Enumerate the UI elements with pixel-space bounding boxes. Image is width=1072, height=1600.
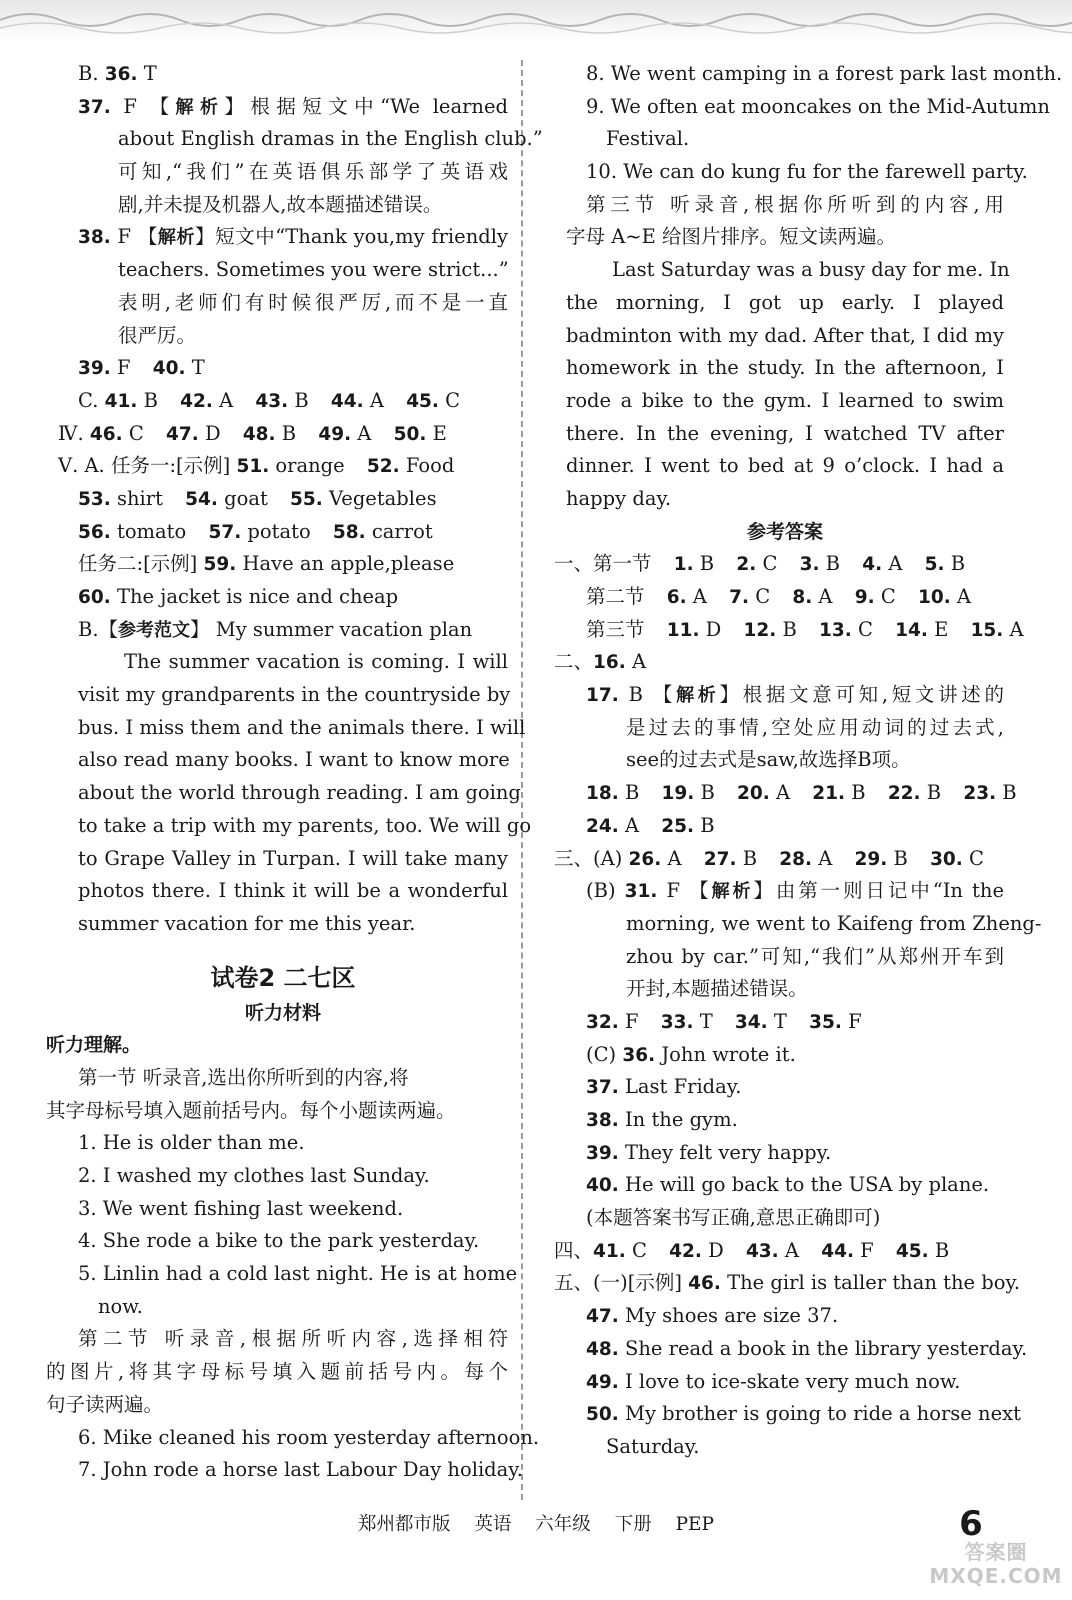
watermark-logo (928, 1540, 1064, 1592)
left-column (46, 58, 543, 1487)
answer-line: 三、(A) 26. A 27. B 28. A 29. B 30. C (554, 846, 984, 870)
passage-line: homework in the study. In the afternoon, I (566, 356, 1004, 380)
script-line: 6. Mike cleaned his room yesterday afternoon. (78, 1425, 540, 1449)
answer-line: 一、第一节 1. B 2. C 3. B 4. A 5. B (554, 552, 966, 576)
answer-line: 48. She read a book in the library yesterday. (586, 1336, 1028, 1360)
watermark-logo-text: 答案圈 (964, 1540, 1028, 1564)
answer-line: (C) 36. John wrote it. (586, 1042, 796, 1066)
essay-line: about the world through reading. I am going (78, 781, 521, 805)
answer-line: 38. In the gym. (586, 1108, 738, 1131)
script-line: 9. We often eat mooncakes on the Mid-Autumn (586, 94, 1050, 118)
explanation-line: 很严厉。 (118, 323, 197, 347)
instruction-line: 字母 A~E 给图片排序。短文读两遍。 (566, 225, 897, 249)
answer-line: 二、16. A (554, 650, 647, 674)
answers-title: 参考答案 (746, 520, 823, 543)
passage-line: Last Saturday was a busy day for me. In (612, 258, 1010, 282)
essay-line: summer vacation for me this year. (78, 911, 416, 935)
script-line: 7. John rode a horse last Labour Day holiday. (78, 1458, 523, 1482)
essay-line: visit my grandparents in the countryside by (78, 683, 511, 707)
footer-grade: 六年级 (535, 1514, 591, 1535)
explanation-line: morning, we went to Kaifeng from Zheng- (626, 911, 1042, 935)
answer-line: 四、41. C 42. D 43. A 44. F 45. B (554, 1238, 950, 1262)
essay-line: to Grape Valley in Turpan. I will take many (78, 846, 508, 870)
script-line: 4. She rode a bike to the park yesterday. (78, 1229, 480, 1253)
answer-line: 37. Last Friday. (586, 1075, 742, 1099)
decorative-header-band (0, 0, 1072, 40)
script-line: 3. We went fishing last weekend. (78, 1196, 404, 1220)
script-line: 1. He is older than me. (78, 1131, 305, 1155)
answer-line: 24. A 25. B (586, 813, 715, 837)
footer-edition: 郑州都市版 (357, 1514, 451, 1535)
right-column (554, 58, 1063, 1464)
answer-line: B.【参考范文】 My summer vacation plan (78, 617, 473, 641)
watermark-site-text: MXQE.COM (929, 1564, 1063, 1588)
answer-line: Saturday. (606, 1434, 700, 1458)
explanation-line: 可知,“我们”在英语俱乐部学了英语戏 (118, 160, 508, 184)
wave-ornament (0, 0, 1072, 40)
instruction-line: 其字母标号填入题前括号内。每个小题读两遍。 (46, 1098, 456, 1122)
essay-line: photos there. I think it will be a wonderful (78, 879, 508, 903)
explanation-line: 开封,本题描述错误。 (626, 977, 808, 1001)
essay-line: The summer vacation is coming. I will (124, 650, 508, 674)
answer-line: (B) 31. F 【解析】由第一则日记中“In the (586, 879, 1004, 903)
passage-line: badminton with my dad. After that, I did my (566, 323, 1004, 347)
explanation-line: 是过去的事情,空处应用动词的过去式, (626, 715, 1004, 739)
answer-line: 39. F 40. T (78, 356, 205, 380)
answer-line: 49. I love to ice-skate very much now. (586, 1369, 961, 1393)
column-divider (521, 60, 523, 1500)
passage-line: dinner. I went to bed at 9 o’clock. I had a (566, 454, 1004, 478)
instruction-line: 第二节 听录音,根据所听内容,选择相符 (78, 1327, 508, 1351)
instruction-line: 句子读两遍。 (46, 1392, 164, 1416)
answer-line: 39. They felt very happy. (586, 1140, 832, 1164)
explanation-line: 剧,并未提及机器人,故本题描述错误。 (118, 192, 443, 216)
answer-line: 60. The jacket is nice and cheap (78, 585, 399, 608)
page-number: 6 (959, 1504, 983, 1544)
explanation-line: see的过去式是saw,故选择B项。 (626, 748, 911, 772)
footer-press: PEP (675, 1514, 715, 1535)
instruction-line: 第一节 听录音,选出你所听到的内容,将 (78, 1065, 409, 1089)
explanation-line: about English dramas in the English club.” (118, 127, 543, 151)
passage-line: there. In the evening, I watched TV after (566, 421, 1004, 445)
footer-volume: 下册 (614, 1514, 652, 1535)
section-title: 试卷2 二七区 (210, 963, 356, 992)
section-subtitle: 听力材料 (244, 1001, 321, 1024)
instruction-line: 的图片,将其字母标号填入题前括号内。每个 (46, 1360, 508, 1384)
script-line: 5. Linlin had a cold last night. He is at home (78, 1262, 518, 1286)
passage-line: happy day. (566, 486, 672, 510)
answer-line: Ⅴ. A. 任务一:[示例] 51. orange 52. Food (58, 454, 455, 478)
explanation-line: teachers. Sometimes you were strict...” (118, 258, 509, 282)
passage-line: the morning, I got up early. I played (566, 290, 1004, 314)
instruction-line: 第三节 听录音,根据你所听到的内容,用 (586, 192, 1004, 216)
answer-line: 17. B 【解析】根据文意可知,短文讲述的 (586, 683, 1004, 707)
answer-line: 18. B 19. B 20. A 21. B 22. B 23. B (586, 781, 1017, 805)
answer-line: 37. F 【解析】根据短文中“We learned (78, 94, 509, 118)
script-line: 10. We can do kung fu for the farewell party. (586, 160, 1028, 184)
essay-line: bus. I miss them and the animals there. I will (78, 715, 526, 739)
section-heading: 听力理解。 (46, 1034, 142, 1057)
script-line: 2. I washed my clothes last Sunday. (78, 1164, 430, 1187)
answer-line: 第二节 6. A 7. C 8. A 9. C 10. A (586, 585, 972, 608)
note-line: (本题答案书写正确,意思正确即可) (586, 1206, 881, 1230)
answer-line: 40. He will go back to the USA by plane. (586, 1173, 990, 1197)
explanation-line: 表明,老师们有时候很严厉,而不是一直 (118, 290, 508, 314)
footer-subject: 英语 (474, 1514, 512, 1535)
answer-line: Ⅳ. 46. C 47. D 48. B 49. A 50. E (58, 421, 447, 445)
essay-line: also read many books. I want to know more (78, 748, 510, 772)
answer-line: 47. My shoes are size 37. (586, 1304, 839, 1328)
answer-line: C. 41. B 42. A 43. B 44. A 45. C (78, 388, 461, 412)
script-line: now. (98, 1294, 143, 1318)
explanation-line: zhou by car.”可知,“我们”从郑州开车到 (626, 944, 1004, 968)
answer-line: 第三节 11. D 12. B 13. C 14. E 15. A (586, 617, 1024, 641)
passage-line: rode a bike to the gym. I learned to swim (566, 388, 1004, 412)
answer-line: 32. F 33. T 34. T 35. F (586, 1009, 862, 1033)
answer-line: 任务二:[示例] 59. Have an apple,please (78, 552, 455, 576)
script-line: Festival. (606, 127, 690, 151)
script-line: 8. We went camping in a forest park last month. (586, 62, 1063, 85)
essay-line: to take a trip with my parents, too. We will go (78, 813, 532, 837)
answer-line: 38. F 【解析】短文中“Thank you,my friendly (78, 225, 508, 249)
answer-line: 56. tomato 57. potato 58. carrot (78, 519, 433, 543)
answer-line: 53. shirt 54. goat 55. Vegetables (78, 486, 437, 510)
answer-line: 50. My brother is going to ride a horse next (586, 1402, 1021, 1426)
answer-line: 五、(一)[示例] 46. The girl is taller than the boy. (554, 1271, 1021, 1295)
answer-line: B. 36. T (78, 62, 157, 85)
page-footer (0, 1505, 1072, 1545)
